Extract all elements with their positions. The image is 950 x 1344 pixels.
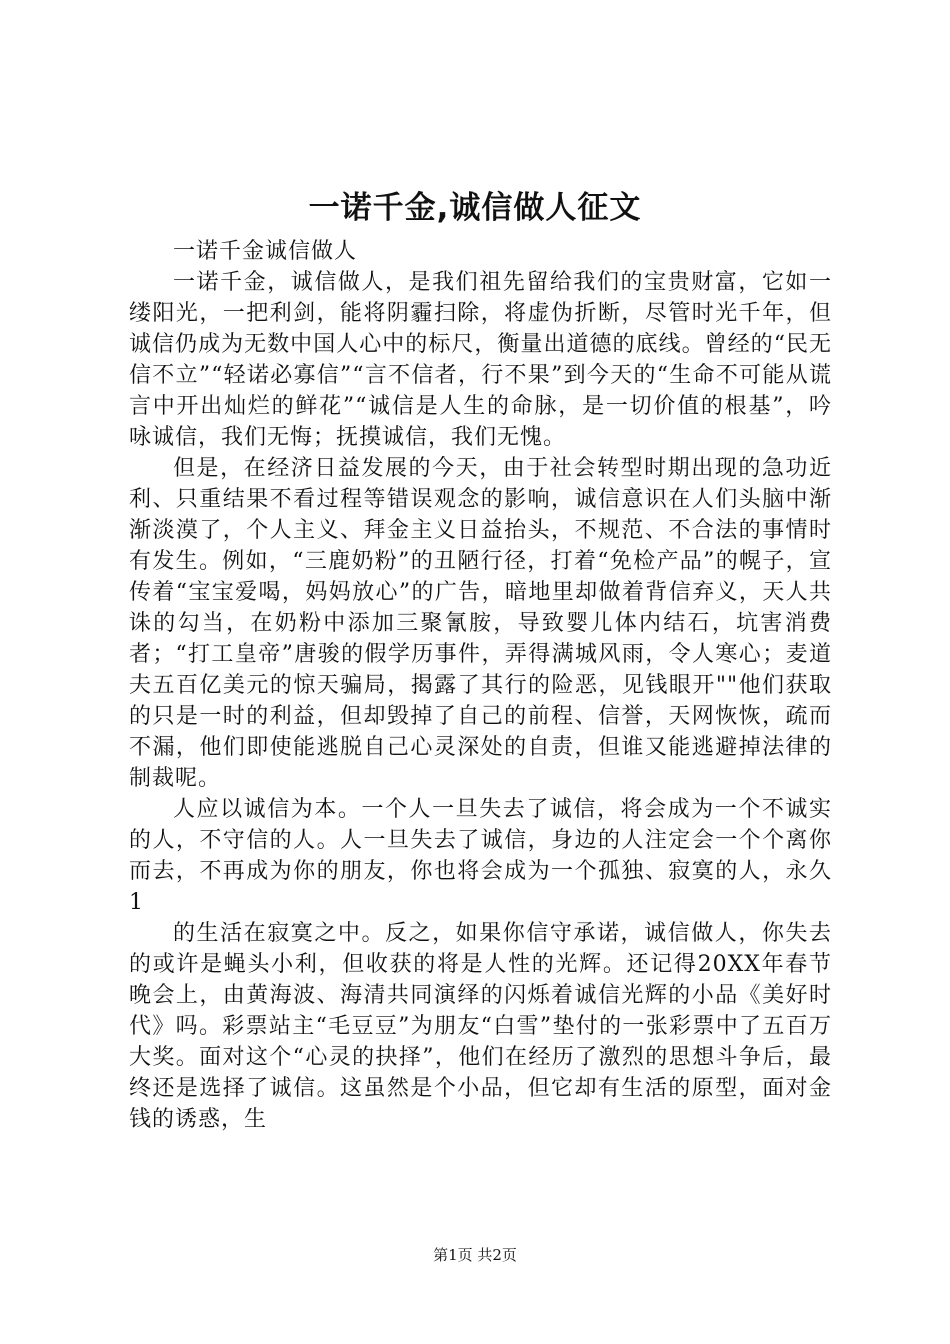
document-subtitle: 一诺千金诚信做人: [173, 239, 358, 264]
document-title: 一诺千金,诚信做人征文: [308, 190, 642, 226]
page-number-footer: 第1页 共2页: [433, 1246, 517, 1264]
paragraph-1: 一诺千金，诚信做人，是我们祖先留给我们的宝贵财富，它如一缕阳光，一把利剑，能将阴霾扫除，将虚伪折断，尽管时光千年，但诚信仍成为无数中国人心中的标尺，衡量出道德的底线。曾经的“民无信不立”“轻诺必寡信”“言不信者，行不果”到今天的“生命不可能从谎言中开出灿烂的鲜花”“诚信是人生的命脉，是一切价值的根基”，吟咏诚信，我们无悔；抚摸诚信，我们无愧。: [129, 270, 832, 450]
document-body: [129, 236, 832, 1135]
paragraph-4: 的生活在寂寞之中。反之，如果你信守承诺，诚信做人，你失去的或许是蝇头小利，但收获的将是人性的光辉。还记得20XX年春节晚会上，由黄海波、海清共同演绎的闪烁着诚信光辉的小品《美好时代》吗。彩票站主“毛豆豆”为朋友“白雪”垫付的一张彩票中了五百万大奖。面对这个“心灵的抉择”，他们在经历了激烈的思想斗争后，最终还是选择了诚信。这虽然是个小品，但它却有生活的原型，面对金钱的诱惑，生: [129, 921, 832, 1132]
paragraph-3: 人应以诚信为本。一个人一旦失去了诚信，将会成为一个不诚实的人，不守信的人。人一旦失去了诚信，身边的人注定会一个个离你而去，不再成为你的朋友，你也将会成为一个孤独、寂寞的人，永久1: [129, 797, 832, 915]
paragraph-2: 但是，在经济日益发展的今天，由于社会转型时期出现的急功近利、只重结果不看过程等错误观念的影响，诚信意识在人们头脑中渐渐淡漠了，个人主义、拜金主义日益抬头，不规范、不合法的事情时有发生。例如，“三鹿奶粉”的丑陋行径，打着“免检产品”的幌子，宣传着“宝宝爱喝，妈妈放心”的广告，暗地里却做着背信弃义，天人共诛的勾当，在奶粉中添加三聚氰胺，导致婴儿体内结石，坑害消费者；“打工皇帝”唐骏的假学历事件，弄得满城风雨，令人寒心；麦道夫五百亿美元的惊天骗局，揭露了其行的险恶，见钱眼开""他们获取的只是一时的利益，但却毁掉了自己的前程、信誉，天网恢恢，疏而不漏，他们即使能逃脱自己心灵深处的自责，但谁又能逃避掉法律的制裁呢。: [129, 456, 832, 791]
